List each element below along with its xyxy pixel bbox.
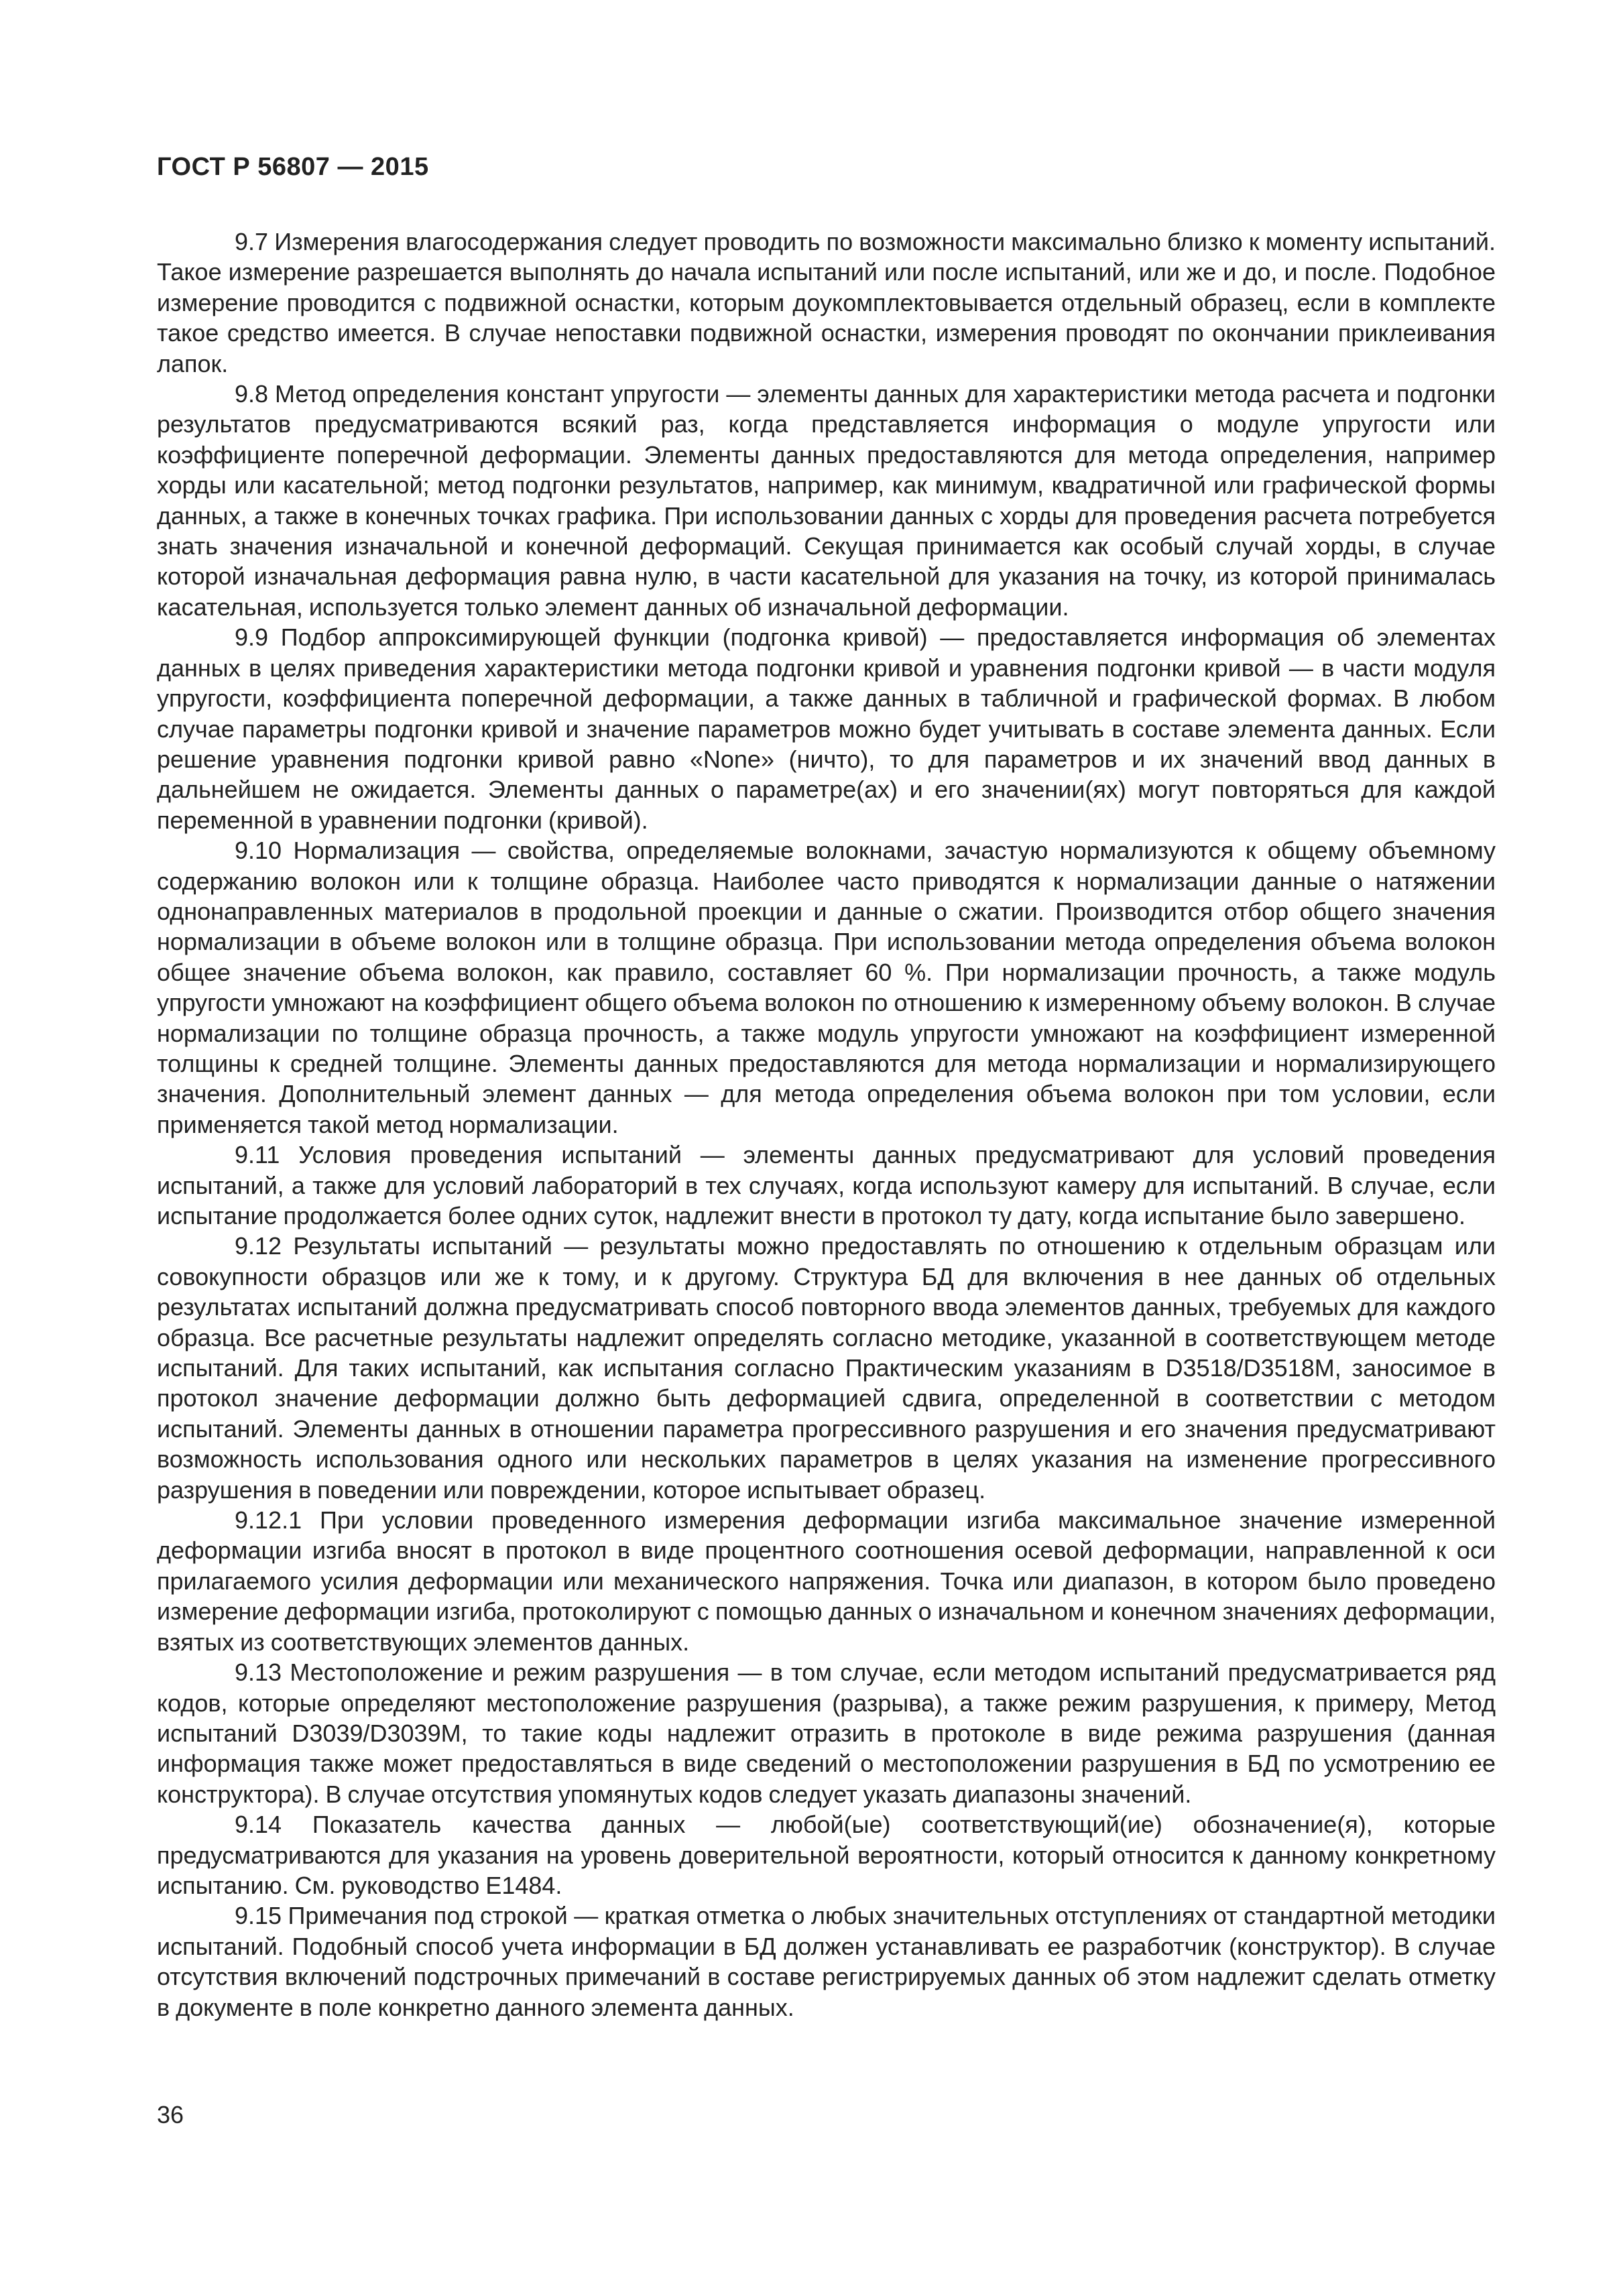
paragraph-9-13: 9.13 Местоположение и режим разрушения — в том случае, если методом испытаний предусматривается ряд кодов, которые определяют местоположение разрушения (разрыва), а также режим разрушения, к примеру, Метод испытаний D3039/D3039M, то такие коды надлежит отразить в протоколе в виде режима разрушения (данная информация также может предоставляться в виде сведений о местоположении разрушения в БД по усмотрению ее конструктора). В случае отсутствия упомянутых кодов следует указать диапазоны значений. xyxy=(157,1658,1496,1808)
paragraph-9-7: 9.7 Измерения влагосодержания следует проводить по возможности максимально близко к моменту испытаний. Такое измерение разрешается выполнять до начала испытаний или после испытаний, или же и до, и после. Подобное измерение проводится с подвижной оснастки, которым доукомплектовывается отдельный образец, если в комплекте такое средство имеется. В случае непоставки подвижной оснастки, измерения проводят по окончании приклеивания лапок. xyxy=(157,228,1496,377)
paragraph-9-12-1: 9.12.1 При условии проведенного измерения деформации изгиба максимальное значение измеренной деформации изгиба вносят в протокол в виде процентного соотношения осевой деформации, направленной к оси прилагаемого усилия деформации или механического напряжения. Точка или диапазон, в котором было проведено измерение деформации изгиба, протоколируют с помощью данных о изначальном и конечном значениях деформации, взятых из соответствующих элементов данных. xyxy=(157,1506,1496,1656)
paragraph-9-8: 9.8 Метод определения констант упругости — элементы данных для характеристики метода расчета и подгонки результатов предусматриваются всякий раз, когда представляется информация о модуле упругости или коэффициенте поперечной деформации. Элементы данных предоставляются для метода определения, например хорды или касательной; метод подгонки результатов, например, как минимум, квадратичной или графической формы данных, а также в конечных точках графика. При использовании данных с хорды для проведения расчета потребуется знать значения изначальной и конечной деформаций. Секущая принимается как особый случай хорды, в случае которой изначальная деформация равна нулю, в части касательной для указания на точку, из которой принималась касательная, используется только элемент данных об изначальной деформации. xyxy=(157,380,1496,621)
document-body xyxy=(157,227,1496,2022)
paragraph-9-12: 9.12 Результаты испытаний — результаты можно предоставлять по отношению к отдельным образцам или совокупности образцов или же к тому, и к другому. Структура БД для включения в нее данных об отдельных результатах испытаний должна предусматривать способ повторного ввода элементов данных, требуемых для каждого образца. Все расчетные результаты надлежит определять согласно методике, указанной в соответствующем методе испытаний. Для таких испытаний, как испытания согласно Практическим указаниям в D3518/D3518M, заносимое в протокол значение деформации должно быть деформацией сдвига, определенной в соответствии с методом испытаний. Элементы данных в отношении параметра прогрессивного разрушения и его значения предусматривают возможность использования одного или нескольких параметров в целях указания на изменение прогрессивного разрушения в поведении или повреждении, которое испытывает образец. xyxy=(157,1232,1496,1504)
paragraph-9-9: 9.9 Подбор аппроксимирующей функции (подгонка кривой) — предоставляется информация об элементах данных в целях приведения характеристики метода подгонки кривой и уравнения подгонки кривой — в части модуля упругости, коэффициента поперечной деформации, а также данных в табличной и графической формах. В любом случае параметры подгонки кривой и значение параметров можно будет учитывать в составе элемента данных. Если решение уравнения подгонки кривой равно «None» (ничто), то для параметров и их значений ввод данных в дальнейшем не ожидается. Элементы данных о параметре(ах) и его значении(ях) могут повторяться для каждой переменной в уравнении подгонки (кривой). xyxy=(157,623,1496,834)
paragraph-9-11: 9.11 Условия проведения испытаний — элементы данных предусматривают для условий проведения испытаний, а также для условий лабораторий в тех случаях, когда используют камеру для испытаний. В случае, если испытание продолжается более одних суток, надлежит внести в протокол ту дату, когда испытание было завершено. xyxy=(157,1141,1496,1229)
page-number: 36 xyxy=(157,2101,184,2128)
paragraph-9-15: 9.15 Примечания под строкой — краткая отметка о любых значительных отступлениях от стандартной методики испытаний. Подобный способ учета информации в БД должен устанавливать ее разработчик (конструктор). В случае отсутствия включений подстрочных примечаний в составе регистрируемых данных об этом надлежит сделать отметку в документе в поле конкретно данного элемента данных. xyxy=(157,1902,1496,2021)
document-header: ГОСТ Р 56807 — 2015 xyxy=(157,153,429,181)
paragraph-9-10: 9.10 Нормализация — свойства, определяемые волокнами, зачастую нормализуются к общему объемному содержанию волокон или к толщине образца. Наиболее часто приводятся к нормализации данные о натяжении однонаправленных материалов в продольной проекции и данные о сжатии. Производится отбор общего значения нормализации в объеме волокон или в толщине образца. При использовании метода определения объема волокон общее значение объема волокон, как правило, составляет 60 %. При нормализации прочность, а также модуль упругости умножают на коэффициент общего объема волокон по отношению к измеренному объему волокон. В случае нормализации по толщине образца прочность, а также модуль упругости умножают на коэффициент измеренной толщины к средней толщине. Элементы данных предоставляются для метода нормализации и нормализирующего значения. Дополнительный элемент данных — для метода определения объема волокон при том условии, если применяется такой метод нормализации. xyxy=(157,837,1496,1138)
paragraph-9-14: 9.14 Показатель качества данных — любой(ые) соответствующий(ие) обозначение(я), которые предусматриваются для указания на уровень доверительной вероятности, который относится к данному конкретному испытанию. См. руководство E1484. xyxy=(157,1811,1496,1899)
